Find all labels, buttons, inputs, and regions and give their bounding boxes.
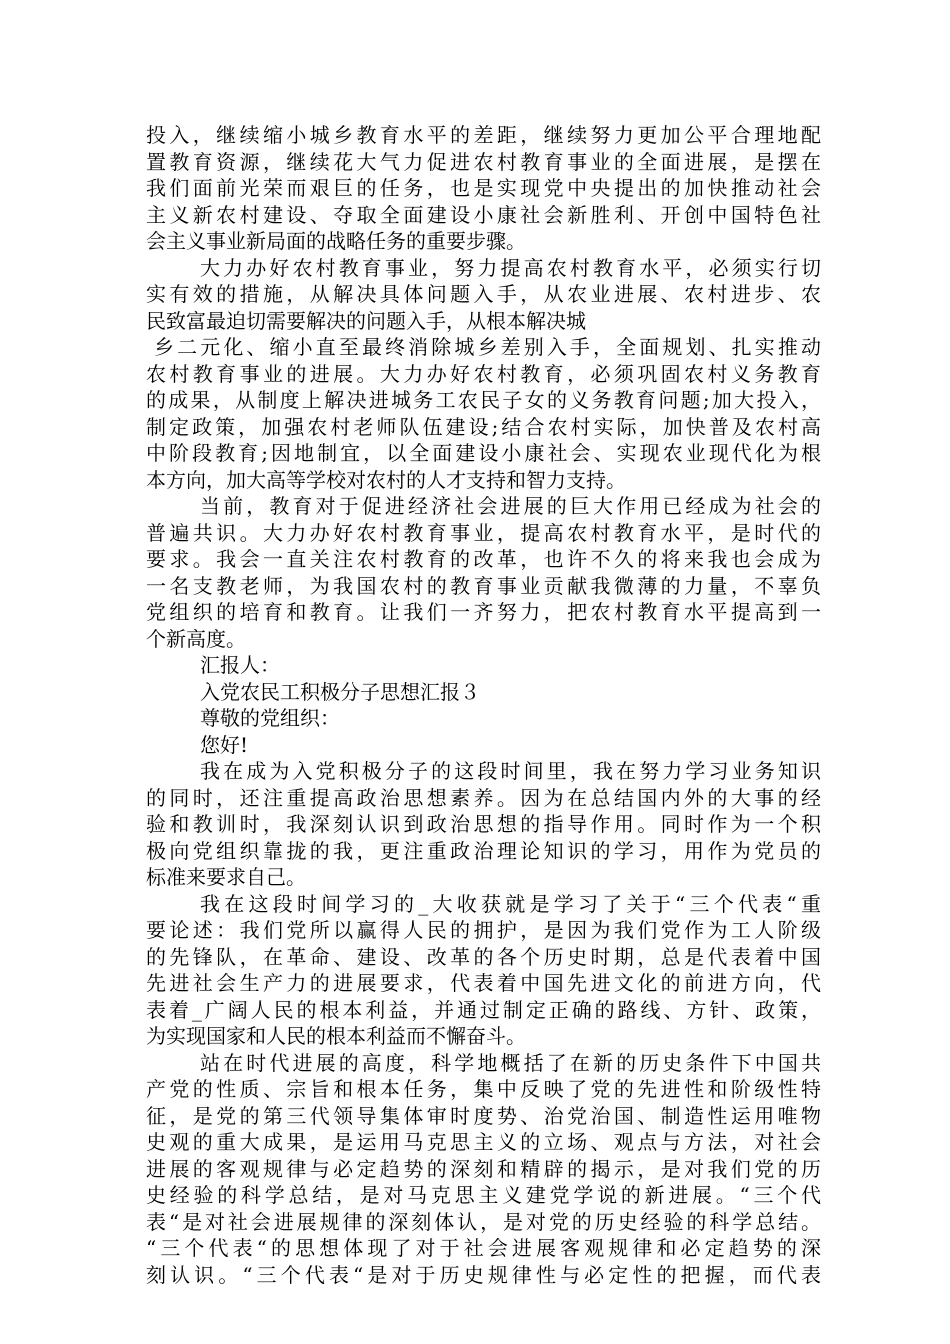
text-line: 中阶段教育;因地制宜，以全面建设小康社会、实现农业现代化为根 xyxy=(146,441,821,465)
text-line: 的成果，从制度上解决进城务工农民子女的义务教育问题;加大投入， xyxy=(146,388,821,412)
text-line: 极向党组织靠拢的我，更注重政治理论知识的学习，用作为党员的 xyxy=(146,838,821,863)
text-line: 史经验的科学总结，是对马克思主义建党学说的新进展。“三个代 xyxy=(146,1183,821,1207)
text-line: 为实现国家和人民的根本利益而不懈奋斗。 xyxy=(146,1024,526,1048)
document-body xyxy=(146,122,821,1288)
text-line: 产党的性质、宗旨和根本任务，集中反映了党的先进性和阶级性特 xyxy=(146,1077,821,1101)
text-line: 表“是对社会进展规律的深刻体认，是对党的历史经验的科学总结。 xyxy=(146,1209,821,1234)
text-line: 个新高度。 xyxy=(146,626,246,651)
text-line: 先进社会生产力的进展要求，代表着中国先进文化的前进方向，代 xyxy=(146,971,821,995)
text-line: 投入，继续缩小城乡教育水平的差距，继续努力更加公平合理地配 xyxy=(146,123,821,147)
paragraph-first-line: 我在这段时间学习的_大收获就是学习了关于“三个代表“重 xyxy=(200,891,821,916)
text-line: 党组织的培育和教育。让我们一齐努力，把农村教育水平提高到一 xyxy=(146,600,821,624)
text-line: 会主义事业新局面的战略任务的重要步骤。 xyxy=(146,229,526,253)
text-line: 表着_广阔人民的根本利益，并通过制定正确的路线、方针、政策， xyxy=(146,997,821,1022)
text-line: 验和教训时，我深刻认识到政治思想的指导作用。同时作为一个积 xyxy=(146,812,821,836)
text-line: 农村教育事业的进展。大力办好农村教育，必须巩固农村义务教育 xyxy=(146,361,821,386)
text-line: 制定政策，加强农村老师队伍建设;结合农村实际，加快普及农村高 xyxy=(146,414,821,439)
text-line: 实有效的措施，从解决具体问题入手，从农业进展、农村进步、农 xyxy=(146,282,821,306)
text-line: 史观的重大成果，是运用马克思主义的立场、观点与方法，对社会 xyxy=(146,1130,821,1154)
text-line: 要论述：我们党所以赢得人民的拥护，是因为我们党作为工人阶级 xyxy=(146,918,821,942)
text-line: 置教育资源，继续花大气力促进农村教育事业的全面进展，是摆在 xyxy=(146,149,821,174)
text-line: 进展的客观规律与必定趋势的深刻和精辟的揭示，是对我们党的历 xyxy=(146,1156,821,1181)
text-line: 乡二元化、缩小直至最终消除城乡差别入手，全面规划、扎实推动 xyxy=(154,335,821,359)
text-line: 要求。我会一直关注农村教育的改革，也许不久的将来我也会成为 xyxy=(146,547,821,571)
paragraph-first-line: 大力办好农村教育事业，努力提高农村教育水平，必须实行切 xyxy=(200,255,821,280)
text-line: “三个代表“的思想体现了对于社会进展客观规律和必定趋势的深 xyxy=(146,1236,821,1260)
text-line: 刻认识。“三个代表“是对于历史规律性与必定性的把握，而代表 xyxy=(146,1262,821,1287)
text-line: 一名支教老师，为我国农村的教育事业贡献我微薄的力量，不辜负 xyxy=(146,573,821,598)
text-line: 征，是党的第三代领导集体审时度势、治党治国、制造性运用唯物 xyxy=(146,1103,821,1128)
paragraph-first-line: 我在成为入党积极分子的这段时间里，我在努力学习业务知识 xyxy=(200,759,821,783)
greeting: 您好! xyxy=(200,732,249,757)
paragraph-first-line: 当前，教育对于促进经济社会进展的巨大作用已经成为社会的 xyxy=(200,494,821,518)
text-line: 我们面前光荣而艰巨的任务，也是实现党中央提出的加快推动社会 xyxy=(146,176,821,200)
text-line: 普遍共识。大力办好农村教育事业，提高农村教育水平，是时代的 xyxy=(146,520,821,545)
text-line: 本方向，加大高等学校对农村的人才支持和智力支持。 xyxy=(146,467,626,492)
paragraph-first-line: 站在时代进展的高度，科学地概括了在新的历史条件下中国共 xyxy=(200,1050,821,1075)
text-line: 的同时，还注重提高政治思想素养。因为在总结国内外的大事的经 xyxy=(146,785,821,810)
text-line: 的先锋队，在革命、建设、改革的各个历史时期，总是代表着中国 xyxy=(146,944,821,969)
section-title: 入党农民工积极分子思想汇报３ xyxy=(200,679,480,704)
text-line: 标准来要求自己。 xyxy=(146,865,306,889)
reporter-label: 汇报人： xyxy=(200,653,280,677)
text-line: 民致富最迫切需要解决的问题入手，从根本解决城 xyxy=(146,308,586,333)
text-line: 主义新农村建设、夺取全面建设小康社会新胜利、开创中国特色社 xyxy=(146,202,821,227)
salutation: 尊敬的党组织： xyxy=(200,706,340,730)
